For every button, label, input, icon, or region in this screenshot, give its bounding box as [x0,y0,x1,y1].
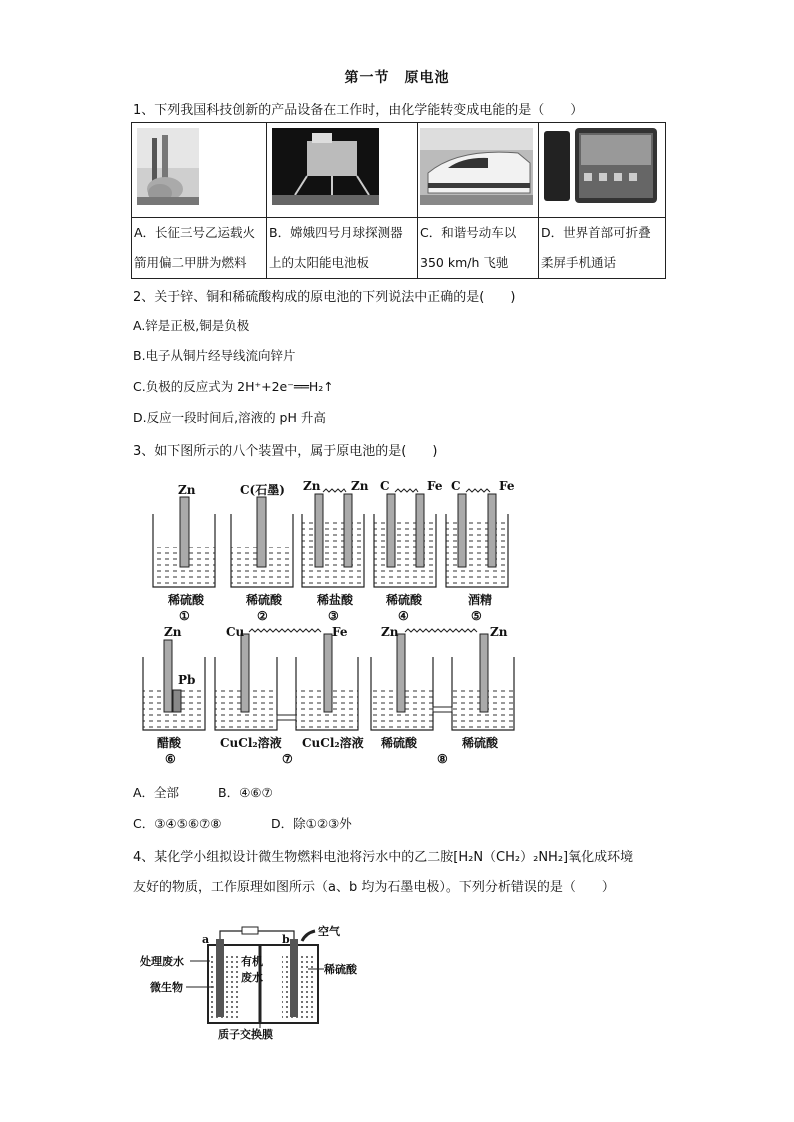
svg-text:CuCl₂溶液: CuCl₂溶液 [302,736,364,750]
svg-text:酒精: 酒精 [468,593,493,607]
svg-text:C: C [451,479,461,493]
option-d-text: D．世界首部可折叠 柔屏手机通话 [539,218,666,279]
question-2-option-b: B.电子从铜片经导线流向锌片 [133,348,296,363]
device-2 [231,482,293,623]
option-c-text: C．和谐号动车以 350 km/h 飞驰 [418,218,539,279]
question-3-option-c: C．③④⑤⑥⑦⑧ [133,816,222,831]
question-2-option-d: D.反应一段时间后,溶液的 pH 升高 [133,410,326,425]
svg-text:①: ① [179,609,190,623]
svg-text:b: b [282,933,290,946]
option-c-image-cell [418,123,539,218]
svg-text:稀硫酸: 稀硫酸 [386,593,423,607]
svg-text:Zn: Zn [303,479,321,493]
question-3-apparatus-diagram [140,472,540,772]
question-3-stem: 3、如下图所示的八个装置中，属于原电池的是( ) [133,444,438,459]
rocket-launch-photo-icon [132,123,266,213]
device-5 [446,479,515,623]
svg-text:Pb: Pb [178,673,196,687]
question-4-stem-line2: 友好的物质，工作原理如图所示（a、b 均为石墨电极）。下列分析错误的是（ ） [133,880,615,895]
option-a-image-cell [132,123,267,218]
svg-text:CuCl₂溶液: CuCl₂溶液 [220,736,282,750]
device-7 [215,625,364,766]
svg-text:Zn: Zn [164,625,182,639]
svg-text:⑦: ⑦ [282,752,293,766]
device-3 [302,479,369,623]
device-1 [153,483,215,623]
question-3-option-a: A．全部 [133,785,180,800]
svg-text:稀硫酸: 稀硫酸 [324,963,357,976]
question-2-option-a: A.锌是正极,铜是负极 [133,318,250,333]
option-a-text: A．长征三号乙运载火 箭用偏二甲肼为燃料 [132,218,267,279]
svg-text:Fe: Fe [499,479,515,493]
svg-text:a: a [202,933,210,946]
svg-text:Cu: Cu [226,625,245,639]
svg-text:⑤: ⑤ [471,609,482,623]
svg-text:醋酸: 醋酸 [157,736,182,750]
device-4 [374,479,443,623]
question-1-table [131,122,666,279]
svg-text:③: ③ [328,609,339,623]
svg-text:④: ④ [398,609,409,623]
device-8 [371,625,514,766]
device-6 [143,625,205,766]
svg-text:Zn: Zn [490,625,508,639]
question-1-stem: 1、下列我国科技创新的产品设备在工作时，由化学能转变成电能的是（ ） [133,103,584,118]
svg-text:稀硫酸: 稀硫酸 [246,593,283,607]
microbial-fuel-cell-diagram [130,925,390,1045]
lunar-probe-photo-icon [267,123,417,213]
svg-text:废水: 废水 [241,971,263,984]
svg-text:C(石墨): C(石墨) [240,483,285,497]
svg-text:Fe: Fe [332,625,348,639]
question-3-option-b: B．④⑥⑦ [218,785,273,800]
svg-text:Fe: Fe [427,479,443,493]
svg-text:稀硫酸: 稀硫酸 [168,593,205,607]
svg-text:微生物: 微生物 [150,981,183,994]
svg-text:处理废水: 处理废水 [140,955,184,968]
folding-phone-photo-icon [539,123,665,213]
question-2-stem: 2、关于锌、铜和稀硫酸构成的原电池的下列说法中正确的是( ) [133,290,516,305]
svg-text:空气: 空气 [318,925,340,938]
option-d-image-cell [539,123,666,218]
option-b-image-cell [267,123,418,218]
bullet-train-photo-icon [418,123,538,213]
svg-text:稀硫酸: 稀硫酸 [462,736,499,750]
option-b-text: B．嫦娥四号月球探测器 上的太阳能电池板 [267,218,418,279]
svg-text:Zn: Zn [178,483,196,497]
svg-text:②: ② [257,609,268,623]
question-2-option-c: C.负极的反应式为 2H⁺+2e⁻══H₂↑ [133,379,334,394]
svg-text:C: C [380,479,390,493]
svg-text:Zn: Zn [351,479,369,493]
svg-text:稀盐酸: 稀盐酸 [317,593,354,607]
svg-text:⑥: ⑥ [165,752,176,766]
svg-text:⑧: ⑧ [437,752,448,766]
question-4-stem-line1: 4、某化学小组拟设计微生物燃料电池将污水中的乙二胺[H₂N（CH₂）₂NH₂]氧化成环境 [133,850,634,865]
svg-text:Zn: Zn [381,625,399,639]
svg-text:有机: 有机 [241,955,263,968]
svg-text:稀硫酸: 稀硫酸 [381,736,418,750]
page-title: 第一节 原电池 [344,70,450,86]
question-3-option-d: D．除①②③外 [271,816,352,831]
svg-text:质子交换膜: 质子交换膜 [218,1028,273,1041]
